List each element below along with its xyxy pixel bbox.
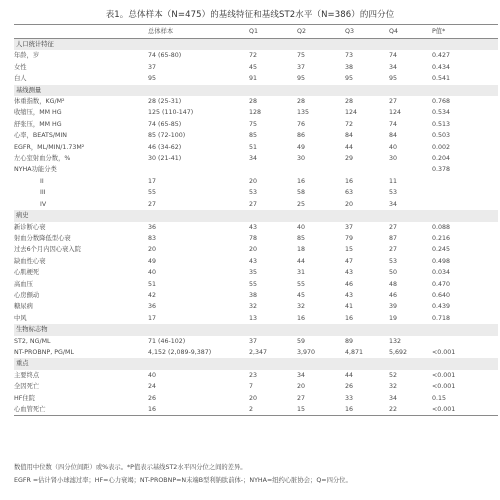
section-label: 生物标志物: [14, 324, 148, 335]
cell-variable: 糖尿病: [14, 303, 33, 311]
cell-p-value: 0.002: [432, 143, 451, 151]
header-cell-q2: Q2: [297, 25, 345, 39]
cell-variable: 新诊断心衰: [14, 223, 46, 231]
footnote-values: 数值用中位数（四分位间距）或%表示。*P值表示基线ST2水平四分位之间的差异。: [14, 464, 247, 471]
cell-p-value: <0.001: [432, 348, 456, 356]
cell-q4: 95: [389, 75, 398, 83]
cell-p-value: 0.439: [432, 303, 451, 311]
cell-overall: 55: [148, 189, 157, 197]
cell-q2: 95: [297, 75, 306, 83]
cell-variable: EGFR，ML/MIN/1.73M²: [14, 143, 85, 151]
cell-q2: 37: [297, 63, 306, 71]
cell-q1: [249, 324, 297, 335]
section-header-row: [14, 39, 498, 51]
table-row: [14, 370, 498, 381]
cell-q2: 45: [297, 291, 306, 299]
cell-q2: 15: [297, 404, 345, 416]
cell-p-value: 0.534: [432, 109, 451, 117]
cell-q2: 31: [297, 269, 306, 277]
cell-q4: 30: [389, 155, 398, 163]
cell-variable: NT-PROBNP, PG/ML: [14, 348, 74, 356]
cell-q3: 47: [345, 257, 354, 265]
cell-overall: 37: [148, 63, 157, 71]
cell-variable: II: [40, 177, 44, 185]
cell-p-value: 0.718: [432, 314, 451, 322]
cell-overall: 16: [148, 404, 249, 416]
table-row: [14, 176, 498, 187]
cell-q2: 20: [297, 383, 306, 391]
cell-q3: 63: [345, 189, 354, 197]
cell-q2: 32: [297, 303, 306, 311]
cell-q4: 87: [389, 234, 398, 242]
cell-q2: 28: [297, 98, 306, 106]
cell-q4: [389, 85, 432, 96]
section-label: 病史: [14, 210, 148, 221]
cell-q2: 30: [297, 155, 306, 163]
cell-p-value: 0.434: [432, 63, 451, 71]
cell-overall: 27: [148, 200, 157, 208]
cell-q3: 44: [345, 143, 354, 151]
cell-q3: 20: [345, 200, 354, 208]
cell-q1: 85: [249, 132, 258, 140]
cell-q3: 29: [345, 155, 354, 163]
table-row: [14, 244, 498, 255]
cell-q3: 95: [345, 75, 354, 83]
cell-q2: 135: [297, 109, 310, 117]
cell-q4: 52: [389, 371, 398, 379]
section-header-row: [14, 210, 498, 221]
cell-q1: 43: [249, 223, 258, 231]
cell-p-value: 0.427: [432, 52, 451, 60]
cell-q2: 44: [297, 257, 306, 265]
table-row: [14, 142, 498, 153]
table-row: [14, 153, 498, 164]
cell-q4: 84: [389, 132, 398, 140]
table-row: [14, 73, 498, 84]
section-label: 人口统计特征: [14, 39, 148, 51]
cell-overall: 74 (65-80): [148, 52, 182, 60]
cell-q3: [345, 324, 389, 335]
cell-q1: [249, 85, 297, 96]
cell-p-value: 0.640: [432, 291, 451, 299]
cell-q3: 72: [345, 120, 354, 128]
cell-variable: HF住院: [14, 394, 35, 402]
cell-q4: 11: [389, 177, 398, 185]
cell-variable: 女性: [14, 63, 27, 71]
cell-q4: 74: [389, 120, 398, 128]
cell-p-value: 0.768: [432, 98, 451, 106]
cell-p-value: 0.034: [432, 269, 451, 277]
cell-p-value: [432, 85, 498, 96]
cell-q3: [345, 39, 389, 51]
cell-q4: [389, 39, 432, 51]
cell-q1: [249, 164, 297, 175]
cell-overall: 49: [148, 257, 157, 265]
cell-variable: 年龄，岁: [14, 52, 40, 60]
section-header-row: [14, 358, 498, 369]
cell-q4: [389, 358, 432, 369]
cell-q1: 28: [249, 98, 258, 106]
cell-p-value: [432, 336, 498, 347]
cell-q4: [389, 210, 432, 221]
cell-q2: 59: [297, 337, 306, 345]
cell-p-value: 0.088: [432, 223, 451, 231]
cell-q3: [345, 164, 389, 175]
cell-q2: 3,970: [297, 348, 316, 356]
cell-q4: 27: [389, 98, 398, 106]
cell-q3: 44: [345, 371, 354, 379]
cell-q2: 25: [297, 200, 306, 208]
cell-q4: [389, 164, 432, 175]
cell-p-value: [432, 199, 498, 210]
table-row: [14, 96, 498, 107]
cell-q3: 41: [345, 303, 354, 311]
cell-q3: 16: [345, 314, 354, 322]
cell-q1: 13: [249, 314, 258, 322]
cell-q4: 48: [389, 280, 398, 288]
cell-q3: 43: [345, 269, 354, 277]
cell-overall: [148, 39, 249, 51]
table-row: [14, 130, 498, 141]
table-header-row: [14, 25, 498, 39]
cell-q1: 43: [249, 257, 258, 265]
cell-variable: 过去6个月内因心衰入院: [14, 246, 81, 254]
table-row: [14, 301, 498, 312]
cell-variable: 心房颤动: [14, 291, 40, 299]
cell-variable: 射血分数降低型心衰: [14, 234, 71, 242]
cell-q4: 34: [389, 394, 398, 402]
cell-variable: 心率，BEATS/MIN: [14, 132, 67, 140]
cell-p-value: <0.001: [432, 383, 456, 391]
cell-variable: 全因死亡: [14, 383, 40, 391]
table-row: [14, 233, 498, 244]
cell-q1: 53: [249, 189, 258, 197]
cell-overall: 40: [148, 269, 157, 277]
header-cell-q1: Q1: [249, 25, 297, 39]
table-row: [14, 119, 498, 130]
cell-q1: 35: [249, 269, 258, 277]
cell-q4: 53: [389, 257, 398, 265]
table-row: [14, 267, 498, 278]
cell-variable: 主要终点: [14, 371, 40, 379]
cell-overall: 40: [148, 371, 157, 379]
cell-q4: 27: [389, 246, 398, 254]
cell-p-value: 0.498: [432, 257, 451, 265]
cell-q1: 2: [249, 404, 297, 416]
cell-q1: 23: [249, 371, 258, 379]
cell-variable: 体重指数，KG/M²: [14, 98, 65, 106]
cell-q3: 43: [345, 291, 354, 299]
cell-overall: [148, 164, 249, 175]
cell-variable: 心血管死亡: [14, 404, 148, 416]
cell-overall: 36: [148, 303, 157, 311]
cell-variable: III: [40, 189, 46, 197]
cell-variable: 缺血性心衰: [14, 257, 46, 265]
cell-p-value: [432, 324, 498, 335]
cell-overall: 17: [148, 314, 157, 322]
table-row: [14, 164, 498, 175]
cell-q3: 38: [345, 63, 354, 71]
header-cell-overall: 总体样本: [148, 25, 249, 39]
cell-variable: 舒张压，MM HG: [14, 120, 62, 128]
cell-q1: 20: [249, 177, 258, 185]
cell-q4: 132: [389, 337, 402, 345]
table-row: [14, 107, 498, 118]
cell-q2: 75: [297, 52, 306, 60]
header-cell-q4: Q4: [389, 25, 432, 39]
cell-p-value: [432, 210, 498, 221]
cell-q3: 46: [345, 280, 354, 288]
table-row: [14, 222, 498, 233]
cell-overall: [148, 358, 249, 369]
table-row: [14, 313, 498, 324]
cell-overall: 74 (65-85): [148, 120, 182, 128]
cell-p-value: [432, 176, 498, 187]
table-row: [14, 256, 498, 267]
cell-q4: 124: [389, 109, 402, 117]
cell-q3: 84: [345, 132, 354, 140]
cell-q4: 22: [389, 404, 432, 416]
table-title: 表1。总体样本（N=475）的基线特征和基线ST2水平（N=386）的四分位: [105, 10, 395, 20]
cell-q4: 39: [389, 303, 398, 311]
cell-q2: 27: [297, 394, 306, 402]
table-row: [14, 199, 498, 210]
cell-q2: [297, 164, 345, 175]
cell-q3: 28: [345, 98, 354, 106]
cell-q1: [249, 39, 297, 51]
cell-variable: 白人: [14, 75, 27, 83]
cell-variable: 高血压: [14, 280, 33, 288]
cell-p-value: <0.001: [432, 404, 498, 416]
cell-q2: 16: [297, 177, 306, 185]
cell-overall: 83: [148, 234, 157, 242]
cell-overall: 46 (34-62): [148, 143, 182, 151]
cell-q2: 16: [297, 314, 306, 322]
cell-overall: [148, 85, 249, 96]
table-row: [14, 279, 498, 290]
cell-variable: IV: [40, 200, 47, 208]
section-label: 基线测量: [14, 85, 148, 96]
cell-variable: NYHA功能分类: [14, 166, 57, 174]
cell-q4: 34: [389, 63, 398, 71]
cell-q2: 58: [297, 189, 306, 197]
cell-q1: 20: [249, 246, 258, 254]
cell-q1: 51: [249, 143, 258, 151]
cell-overall: 36: [148, 223, 157, 231]
cell-q4: [389, 324, 432, 335]
cell-q1: 128: [249, 109, 262, 117]
cell-q1: 27: [249, 200, 258, 208]
cell-q2: 40: [297, 223, 306, 231]
table-row: [14, 62, 498, 73]
cell-q3: [345, 85, 389, 96]
cell-overall: 26: [148, 394, 157, 402]
cell-p-value: 0.204: [432, 155, 451, 163]
cell-p-value: [432, 39, 498, 51]
cell-q2: 18: [297, 246, 306, 254]
cell-q3: 4,871: [345, 348, 364, 356]
cell-q2: [297, 358, 345, 369]
cell-variable: ST2, NG/ML: [14, 337, 51, 345]
cell-q2: [297, 210, 345, 221]
cell-overall: 28 (25-31): [148, 98, 182, 106]
header-cell-p-value: P值*: [432, 25, 498, 39]
cell-variable: 中风: [14, 314, 27, 322]
cell-overall: 95: [148, 75, 157, 83]
cell-q2: [297, 39, 345, 51]
cell-q1: 32: [249, 303, 258, 311]
table-body: [14, 39, 498, 416]
cell-p-value: 0.513: [432, 120, 451, 128]
cell-q1: 7: [249, 383, 254, 391]
table-row: [14, 187, 498, 198]
cell-q4: 34: [389, 200, 398, 208]
cell-p-value: 0.245: [432, 246, 451, 254]
cell-p-value: 0.541: [432, 75, 451, 83]
cell-q4: 46: [389, 291, 398, 299]
cell-q2: [297, 324, 345, 335]
cell-q1: 72: [249, 52, 258, 60]
section-header-row: [14, 85, 498, 96]
cell-q4: 5,692: [389, 348, 408, 356]
cell-p-value: 0.503: [432, 132, 451, 140]
table-footnotes: [14, 461, 498, 487]
cell-overall: 17: [148, 177, 157, 185]
cell-p-value: 0.378: [432, 166, 451, 174]
cell-q3: 37: [345, 223, 354, 231]
table-row: [14, 381, 498, 392]
cell-q2: [297, 85, 345, 96]
table-row: [14, 50, 498, 61]
cell-q1: 75: [249, 120, 258, 128]
cell-q4: 27: [389, 223, 398, 231]
section-header-row: [14, 324, 498, 335]
cell-overall: 4,152 (2,089-9,387): [148, 348, 212, 356]
cell-p-value: [432, 358, 498, 369]
cell-p-value: 0.216: [432, 234, 451, 242]
cell-q1: [249, 358, 297, 369]
table-row: [14, 336, 498, 347]
cell-overall: 71 (46-102): [148, 337, 186, 345]
cell-p-value: 0.15: [432, 394, 447, 402]
cell-q3: 15: [345, 246, 354, 254]
cell-overall: 125 (110-147): [148, 109, 194, 117]
baseline-characteristics-table: [14, 24, 498, 416]
cell-p-value: [432, 187, 498, 198]
cell-q3: 89: [345, 337, 354, 345]
cell-q3: 33: [345, 394, 354, 402]
cell-overall: 42: [148, 291, 157, 299]
cell-p-value: 0.470: [432, 280, 451, 288]
cell-q1: 45: [249, 63, 258, 71]
cell-overall: 24: [148, 383, 157, 391]
table-row: [14, 347, 498, 358]
table-row: [14, 290, 498, 301]
cell-q2: 76: [297, 120, 306, 128]
cell-q3: 26: [345, 383, 354, 391]
cell-overall: 30 (21-41): [148, 155, 182, 163]
cell-q1: 37: [249, 337, 258, 345]
cell-q4: 19: [389, 314, 398, 322]
cell-q1: 34: [249, 155, 258, 163]
cell-q1: 91: [249, 75, 258, 83]
cell-q2: 85: [297, 234, 306, 242]
cell-overall: 20: [148, 246, 157, 254]
cell-q3: 73: [345, 52, 354, 60]
cell-q2: 34: [297, 371, 306, 379]
cell-q3: [345, 358, 389, 369]
cell-overall: [148, 324, 249, 335]
table-row: [14, 393, 498, 404]
cell-overall: 51: [148, 280, 157, 288]
cell-overall: 85 (72-100): [148, 132, 186, 140]
cell-q3: [345, 210, 389, 221]
cell-q2: 49: [297, 143, 306, 151]
cell-q4: 32: [389, 383, 398, 391]
cell-q1: 20: [249, 394, 258, 402]
cell-q4: 50: [389, 269, 398, 277]
cell-q3: 16: [345, 404, 389, 416]
cell-q3: 124: [345, 109, 358, 117]
cell-q1: 55: [249, 280, 258, 288]
table-row: [14, 404, 498, 416]
header-cell-variable: [14, 25, 148, 39]
cell-q2: 86: [297, 132, 306, 140]
cell-q4: 74: [389, 52, 398, 60]
header-cell-q3: Q3: [345, 25, 389, 39]
cell-q1: 38: [249, 291, 258, 299]
cell-variable: 左心室射血分数，%: [14, 155, 71, 163]
cell-variable: 心肌梗死: [14, 269, 40, 277]
cell-q1: 78: [249, 234, 258, 242]
cell-q1: 2,347: [249, 348, 268, 356]
cell-q2: 55: [297, 280, 306, 288]
footnote-abbreviations: EGFR =估计肾小球滤过率；HF=心力衰竭；NT-PROBNP=N末端B型利钠肽前体-；NYHA=纽约心脏协会；Q=四分位。: [14, 477, 352, 484]
cell-q3: 16: [345, 177, 354, 185]
cell-q3: 79: [345, 234, 354, 242]
cell-q4: 53: [389, 189, 398, 197]
cell-overall: [148, 210, 249, 221]
cell-variable: 收缩压，MM HG: [14, 109, 62, 117]
cell-q4: 40: [389, 143, 398, 151]
section-label: 重点: [14, 358, 148, 369]
cell-q1: [249, 210, 297, 221]
cell-p-value: <0.001: [432, 371, 456, 379]
